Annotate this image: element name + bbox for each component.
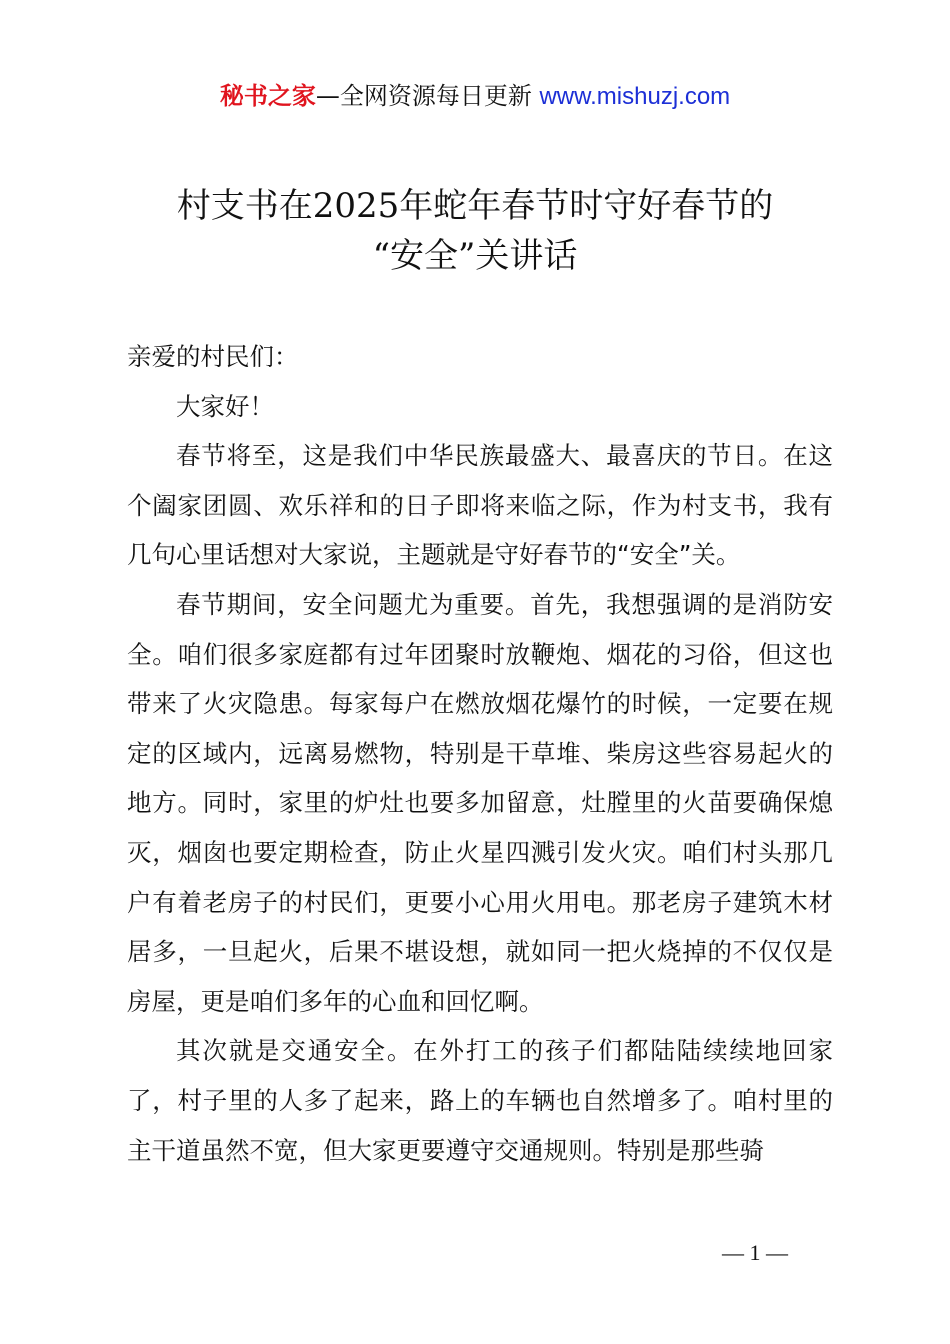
title-line-1: 村支书在2025年蛇年春节时守好春节的 bbox=[176, 186, 774, 226]
document-body bbox=[127, 332, 833, 1175]
paragraph-fire-safety: 春节期间，安全问题尤为重要。首先，我想强调的是消防安全。咱们很多家庭都有过年团聚时放鞭炮、烟花的习俗，但这也带来了火灾隐患。每家每户在燃放烟花爆竹的时候，一定要在规定的区域内，远离易燃物，特别是干草堆、柴房这些容易起火的地方。同时，家里的炉灶也要多加留意，灶膛里的火苗要确保熄灭，烟囱也要定期检查，防止火星四溅引发火灾。咱们村头那几户有着老房子的村民们，更要小心用火用电。那老房子建筑木材居多，一旦起火，后果不堪设想，就如同一把火烧掉的不仅仅是房屋，更是咱们多年的心血和回忆啊。 bbox=[127, 589, 833, 1016]
site-url-link[interactable]: www.mishuzj.com bbox=[539, 83, 731, 110]
brand-name: 秘书之家 bbox=[219, 82, 316, 110]
title-line-2: “安全”关讲话 bbox=[372, 236, 578, 276]
paragraph-traffic-safety: 其次就是交通安全。在外打工的孩子们都陆陆续续地回家了，村子里的人多了起来，路上的车辆也自然增多了。咱村里的主干道虽然不宽，但大家更要遵守交通规则。特别是那些骑 bbox=[127, 1036, 833, 1165]
site-header bbox=[0, 78, 950, 115]
paragraph-greeting: 大家好！ bbox=[176, 391, 274, 421]
document-title bbox=[0, 181, 950, 281]
page-number: — 1 — bbox=[722, 1240, 788, 1265]
header-tagline: —全网资源每日更新 bbox=[315, 82, 540, 110]
salutation: 亲爱的村民们： bbox=[127, 342, 299, 371]
paragraph-intro: 春节将至，这是我们中华民族最盛大、最喜庆的节日。在这个阖家团圆、欢乐祥和的日子即将来临之际，作为村支书，我有几句心里话想对大家说，主题就是守好春节的“安全”关。 bbox=[127, 441, 833, 570]
